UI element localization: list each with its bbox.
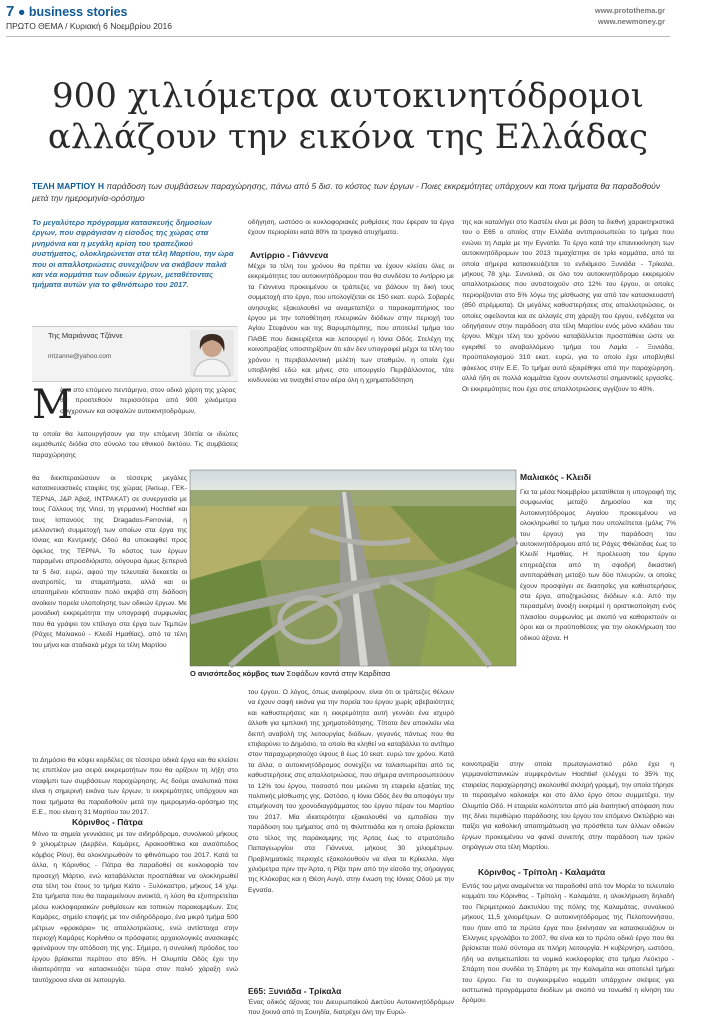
author-name: Της Μαριάννας Τζάννε — [48, 331, 123, 340]
page-number: 7 — [6, 3, 15, 20]
site-links — [595, 5, 665, 27]
body-text: το Δημόσιο θα κόψει κορδέλες σε τέσσερα οδικά έργα και θα κλείσει τις επιπλέον μια σειρά εκκρεμοτήτων που θα ορίζουν τη λήξη στο νταφίμπι των συμβάσεων παραχώρησης. Ας δούμε αναλυτικά ποια είναι η σημερινή εικόνα των έργων, τι εκκρεμότητες υπάρχουν και ποια τμήματα θα παραδοθούν μετά την ημερομηνία-ορόσημο της Ε.Ε., που είναι η 31 Μαρτίου του 2017. — [32, 757, 238, 817]
body-text: θα διεκπεραιώσουν οι τέσσερις μεγάλες κατασκευαστικές εταιρίες της χώρας (Άκτωρ, ΓΕΚ-ΤΕΡΝΑ, J&P Άβαξ, ΙΝΤΡΑΚΑΤ) σε συνεργασία με τους Γάλλους της Vinci, τη γερμανική Hochtief και τους Ισπανούς της Dragados-Ferrovial, η μελλοντική συμμετοχή των οποίων στα έργα της Ιόνιας και Κεντρικής Οδού θα υποκαφθεί προς όφελος της ΤΕΡΝΑ. Το κόστος των έργων παραμένει απροσδιόριστο, ούγουρα όμως ξεπερνά τα 5 δισ. ευρώ, αφού την τελευταία δεκαετία οι ανατροπές, τα σταματήματα, αλλά και οι απαιτημένοι κόστοσαν πολύ ακριβά στη διάδοση ανοίκειν πορεία υλοποίησης των οδικών έργων. Με μοναδική εκκρεμότητα την υπογραφή συμφωνίας που θα γράψει τον επίλογο στα έργα των Τεμπών (Ράχες Μαλιακού - Κλειδί Ημαθίας), από τα τέλη του μήνα και σταδιακά μέχρι τα τέλη Μαρτίου — [32, 475, 187, 649]
subhead-lead: ΤΕΛΗ ΜΑΡΤΙΟΥ Η — [32, 181, 105, 191]
drop-cap: Μ — [32, 382, 73, 428]
body-text: έσα στο επόμενο πεντάμηνο, στον οδικό χάρτη της χώρας θα προστεθούν περισσότερα από 900 χιλιόμετρα σύγχρονων και ασφαλών αυτοκινητοδρόμων, — [60, 387, 236, 415]
caption-text: Σοφάδων κοντά στην Καρδίτσα — [284, 669, 391, 678]
header-divider — [6, 36, 670, 37]
body-text: Εντός του μήνα αναμένεται να παραδοθεί από τον Μορέα το τελευταίο κομμάτι του Κόρινθος - Τρίπολη - Καλαμάτα, η ολοκλήρωση δηλαδή του Περιμετρικού Δακτυλίου της πόλης της Καλαμάτας, συνολικού μήκους 11,5 χιλιομέτρων. Ο αυτοκινητόδρομος της Πελοποννήσου, που ήταν από τα πρώτα έργα που ξεκίνησαν να κατασκευάζουν οι Έλληνες εργολάβοι το 2007, θα είναι και το πρώτο οδικό έργο που θα βρίσκεται πολύ σύντομα σε πλήρη λειτουργία. Η κυβέρνηση, ωστόσο, ήδη να αντιμετωπίσει τα νομικά κυκλοφορίας στο τμήμα Λεύκτρο - Σπάρτη που συνδέει τη Σπάρτη με την Καλαμάτα και αποτελεί τμήμα του έργου. Για το συγκεκριμένο κομμάτι υπάρχουν σκέψεις για εκπτωτικά προγράμματα διοδίων με σκοπό να τονωθεί η κίνηση του δρόμου. — [462, 883, 674, 1005]
paper-date: ΠΡΩΤΟ ΘΕΜΑ / Κυριακή 6 Νοεμβρίου 2016 — [6, 21, 173, 31]
highway-interchange-photo — [190, 470, 516, 666]
site-link-newmoney[interactable]: www.newmoney.gr — [597, 17, 665, 26]
body-text: του έργου. Ο λόγος, όπως αναφέρουν, είναι ότι οι τράπεζες θέλουν να έχουν σαφή εικόνα για την πορεία του έργου χωρίς αβεβαιότητες και καθυστερήσεις και η εκκρεμότητα αυτή γεννάει ένα ισχυρό άλλοθι για εμπλοκή της χρηματοδότησης. Τίποτα δεν αποκλείει νέα διεπή αναβολή της λειτουργίας διόδιων, γεγονός πάντως που θα επιβαρύνει το Δημόσιο, το οποίο θα κληθεί να καταβάλλει το αντίτιμο στον παραχωρησιούχο ύψους 8 έως 10 εκατ. ευρώ τον χρόνο. Κατά τα άλλα, ο αυτοκινητόδρομος συνεχίζει να ταλαιπωρείται από τις καθυστερήσεις στις απαλλοτριώσεις, που σήμερα αντιπροσωπεύουν το 12% του έργου, ποσοστό που μειώνει τη εταιρεία εξαιτίας της πολιτικής μίσθωσης γης. Ωστόσο, η Ιόνια Οδός δεν θα αποφύγει την επιμήκυνση του χρονοδιαγράμματος του έργου πέραν του Μαρτίου του 2017. Μία ιδιαιτερότητα εξακολουθεί να εμποδίσει την παράδοση του τμήματος από τη Φιλιππιάδα και η οποία βρίσκεται στο τέλος της παράκαμψης της Άρτας έως το στρατόπεδο Παπαγεωργίου στα Γιάννενα, μήκους 30 χιλιομέτρων. Προβληματικές περιοχές εξακολουθούν να είναι το Κρίκελλο, λίγα χιλιόμετρα πριν την Άρτα, η Ρίζα πριν από την είσοδο της σήραγγας της Κλόκοβας και η Θέση Αυγό, στην ένωση της Ιόνιας Οδού με την Εγνατία. — [248, 689, 454, 894]
section-name: business stories — [28, 5, 128, 19]
subhead-text: παράδοση των συμβάσεων παραχώρησης, πάνω από 5 δισ. το κόστος των έργων - Ποιες εκκρεμότητες υπάρχουν και ποια τμήματα θα παραδοθούν μετά την ημερομηνία-ορόσημο — [32, 181, 661, 203]
body-text: κοινοπραξία στην οποία πρωταγωνιστικό ρόλο έχει η γερμανοϊσπανικών συμφερόντων Hochtief (ελέγχει το 35% της εταιρείας παραχώρησης) ακολουθεί σκληρή γραμμή, την οποία τήρησε το περασμένο καλοκαίρι και στο άλλο έργο όπου συμμετέχει, την Ολυμπία Οδό. Η εταιρεία καλύπτεται από μία διαιτητική απόφαση που της δίνει περιθώριο παράδοσης του έργου τον επόμενο Οκτώβριο και παίζει για καθολική απαιτημάτωση για πρόσθετα των άλλων οδικών έργων προκειμένου να φανεί συνεπής στην παράδοση των τριών σηράγγων στα τέλη Μαρτίου. — [462, 761, 674, 852]
author-photo — [190, 330, 234, 376]
body-text: τα οποία θα λειτουργήσουν για την επόμενη 30ετία οι ιδιώτες εκμισθωτές διόδια στο σύνολο του εθνικού δικτύου. Τις συμβάσεις παραχώρησης — [32, 431, 238, 459]
site-link-protothema[interactable]: www.protothema.gr — [594, 6, 665, 15]
section-heading-corinth-tripoli: Κόρινθος - Τρίπολη - Καλαμάτα — [478, 867, 606, 877]
body-text: Ένας οδικός άξονας του Διευρωπαϊκού Δικτύου Αυτοκινητόδρόμων που ξεκινά από τη Σουηδία, διατρέχει όλη την Ευρώ- — [248, 999, 454, 1017]
body-text: Μέχρι τα τέλη του χρόνου θα πρέπει να έχουν κλείσει όλες οι εκκρεμότητες του αυτοκινητόδρομου που θα συνδέσει το Αντίρριο με τα Γιάννενα προκειμένου οι τράπεζες να βάλουν τη δική τους συμμετοχή στο έργο, που υπολογίζεται σε 150 εκατ. ευρώ. Σοβαρές ανησυχίες εξακολουθεί να αναμεταπίζει ο παρακαμπτήριος του έργου με την τοποθέτηση πλευρικών διόδιων στην περιοχή του Αγίου Στεφάνου και της Βαρυμπόμπης, που αποτελεί τμήμα του ΠΑΘΕ που διακειρίζεται και λειτουργεί η Ιόνια Οδός. Στελέχη της κοινοπραξίας υποστηρίζουν ότι εάν δεν υπογραφεί μέχρι τα τέλη του χρόνου η περιβαλλοντική μελέτη των σταθμών, η οποία έχει υποβληθεί εδώ και μήνες στο υπουργείο Περιβάλλοντος, τότε κινδυνεύει να τιναχθεί στον αέρα όλη η χρηματοδότηση — [248, 263, 454, 385]
section-heading-maliakos: Μαλιακός - Κλειδί — [520, 472, 592, 482]
photo-caption — [190, 666, 516, 678]
bullet-icon: ● — [17, 5, 29, 19]
subheadline — [32, 180, 672, 204]
body-text: Μόνο τα σημεία γεννιάσεις με τον σιδηρόδρομο, συνολικού μήκους 9 χιλιομέτρων (Δερβένι, Καμάρες, Αρακοσθίτικα και ανισόπεδος κόμβος Ρίου), θα ολοκληρωθούν το φθινόπωρο του 2017. Κατά τα άλλα, η Κόρινθος - Πάτρα θα παραδοθεί σε κυκλοφορία τον προσεχή Μάρτιο, ενώ καταβάλλεται προσπάθεια να ολοκληρωθεί στα τέλη του έτους το τμήμα Κιάτο - Ξυλόκαστρο, μήκους 14 χλμ. Στα τμήματα που θα παραμείνουν ανοικτά, η λύση θα εξυπηρετείται μέσω κυκλοφοριακών ρυθμίσεων και τοπικών παρακαμψέων. Στις Καμάρες, σημείο επαφής με τον σιδηρόδρομο, ένα μικρό τμήμα 500 μέτρων «φρακάρει» τις απαλλοτριώσεις, ενώ αντίστοιχα στην περιοχή Καμάρες Κορίνθου οι πρόσφατες αρχαιολογικές ανασκαφές φρενάρουν την απόδοση της γης. Σήμερα, η συνολική πρόοδος του έργου βρίσκεται περίπου στο 85%. Η Ολυμπία Οδός έχει την ιδιαιτερότητα να κατασκευάζει τώρα στον παλιό χάραξη ενώ ταυτόχρονα είναι σε λειτουργία. — [32, 831, 238, 984]
section-heading-antirrio: Αντίρριο - Γιάννενα — [250, 250, 329, 260]
body-text: της και καταλήγει στο Καστέλι είναι με βάση τα διεθνή χαρακτηριστικά του ο Ε65 ο οποίος στην Ελλάδα αντιπροσωπεύει το τμήμα που ενώνει τη Λαμία με την Εγνατία. Το έργο κατά την επανεκκίνηση των αυτοκινητόδρομων του 2013 τεμαχίστηκε σε τρία κομμάτια, από τα οποία σήμερα κατασκευάζεται το ενδιάμεσο Ξυνιάδα - Τρίκαλα, μήκους 78 χλμ. Συνολικά, σε όλο τον αυτοκινητόδρομο εκκρεμούν απαλλοτριώσεις που αντιστοιχούν στο 12% του έργου, οι οποίες περιορίζονται στο 5% λόγω της μίσθωσης για από τον κατασκευαστή (850 στρέμματα). Οι μεγάλες καθυστερήσεις στις απαλλοτριώσεις, οι οποίες οφείλονται και σε αλλαγές στη χάραξη του έργου, ενδέχεται να οδηγήσουν στην παράδοση στα τέλη Μαρτίου ενός μόνο κλάδου του έργου. Μέχρι τέλη του χρόνου καταβάλλεται προσπάθεια ώστε να εγκριθεί το αναβαλλόμενο τμήμα του Λαμία - Ξυνιάδα, προϋπολογισμού 310 εκατ. ευρώ, για το οποίο έχει υποβληθεί φάκελος στην Ε.Ε. Το τμήμα αυτό εξαιρέθηκε από την παραχώρηση, αλλά ήδη σε πολλά κομμάτια έχουν συντελεστεί σημαντικές εργασίες. Οι εκκρεμότητες που έχει στις απαλλοτριώσεις αγγίζουν το 40%. — [462, 219, 674, 393]
section-label — [6, 3, 128, 20]
author-email[interactable]: mtzanne@yahoo.com — [48, 353, 112, 360]
section-heading-corinth-patra: Κόρινθος - Πάτρα — [72, 817, 143, 827]
headline: 900 χιλιόμετρα αυτοκινητόδρομοι αλλάζουν την εικόνα της Ελλάδας — [47, 76, 649, 157]
section-heading-e65: Ε65: Ξυνιάδα - Τρίκαλα — [248, 986, 342, 996]
caption-bold: Ο ανισόπεδος κόμβος των — [190, 669, 285, 678]
body-text: Για τα μέσα Νοεμβρίου μετατίθεται η υπογραφή της συμφωνίας μεταξύ Δημοσίου και της Αυτοκινητόδρομος Αιγαίου προκειμένου να ολοκληρωθεί το τμήμα που υπολείπεται (μόλις 7% του έργου) για την παράδοση του αυτοκινητόδρομου από τις Ράχες Φθιώτιδας έως το Κλειδί Ημαθίας. Η προέλευση του έργου επηρεάζεται από τη σφοδρή δικαστική αντιπαράθεση μεταξύ των δύο πλευρών, οι οποίες έχουν προσφύγει σε διαιτησίες για καθυστερήσεις στα έργα, αποζημιώσεις διόδιων κ.ά. Από την περασμένη άνοιξη εκκρεμεί η οριστικοποίηση ενός πλαισίου συμφωνίας με σκοπό να καθοριστούν οι όροι και οι προϋποθέσεις για την ολοκλήρωση του οδικού άξονα. Η — [520, 489, 676, 642]
intro-paragraph: Το μεγαλύτερο πρόγραμμα κατασκευής δημοσίων έργων, που σφράγισαν η είσοδος της χώρας στα μνημόνια και η μεγάλη κρίση του τραπεζικού συστήματος, ολοκληρώνεται στα τέλη Μαρτίου, την ώρα που οι απαλλοτριώσεις συνεχίζουν να σκάβουν παλιά και νέα κομμάτια των οδικών έργων, μεταθέτοντας τμήματα αυτών για το φθινόπωρο του 2017. — [32, 218, 234, 290]
body-text: οδήγηση, ωστόσο οι κυκλοφοριακές ρυθμίσεις που έφεραν τα έργα έχουν περιορίσει κατά 80% τα τραγικά ατυχήματα. — [248, 219, 454, 237]
